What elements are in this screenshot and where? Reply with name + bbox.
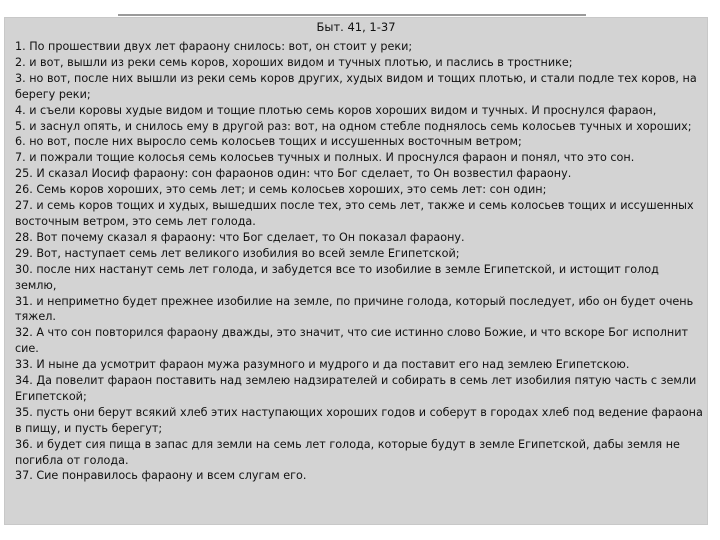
verse: 2. и вот, вышли из реки семь коров, хороших видом и тучных плотью, и паслись в тростнике; — [15, 55, 573, 69]
verse: 34. Да повелит фараон поставить над землею надзирателей и собирать в семь лет изобилия пятую часть с земли Египетской; — [15, 374, 697, 403]
verse: 7. и пожрали тощие колосья семь колосьев тучных и полных. И проснулся фараон и понял, что это сон. — [15, 151, 635, 165]
verse: 6. но вот, после них выросло семь колосьев тощих и иссушенных восточным ветром; — [15, 135, 522, 149]
verse: 36. и будет сия пища в запас для земли на семь лет голода, которые будут в земле Египетской, дабы земля не погибла от голода. — [15, 437, 680, 467]
verse: 28. Вот почему сказал я фараону: что Бог сделает, то Он показал фараону. — [15, 230, 465, 244]
verse-list — [15, 39, 703, 484]
verse: 35. пусть они берут всякий хлеб этих наступающих хороших годов и соберут в городах хлеб под ведение фараона в пищу, и пусть берегут; — [15, 405, 703, 435]
verse: 3. но вот, после них вышли из реки семь коров других, худых видом и тощих плотью, и стали подле тех коров, на берегу реки; — [15, 71, 697, 101]
verse: 33. И ныне да усмотрит фараон мужа разумного и мудрого и да поставит его над землею Египетскою. — [15, 358, 630, 372]
verse: 5. и заснул опять, и снилось ему в другой раз: вот, на одном стебле поднялось семь колосьев тучных и хороших; — [15, 119, 692, 133]
verse: 26. Семь коров хороших, это семь лет; и семь колосьев хороших, это семь лет: сон один; — [15, 183, 547, 197]
top-divider — [118, 14, 586, 16]
verse: 1. По прошествии двух лет фараону снилось: вот, он стоит у реки; — [15, 40, 413, 53]
verse: 25. И сказал Иосиф фараону: сон фараонов один: что Бог сделает, то Он возвестил фараону. — [15, 167, 572, 181]
verse: 27. и семь коров тощих и худых, вышедших после тех, это семь лет, также и семь колосьев тощих и иссушенных восточным ветром, это семь лет голода. — [15, 199, 694, 228]
verse: 31. и неприметно будет прежнее изобилие на земле, по причине голода, который последует, ибо он будет очень тяжел. — [15, 294, 694, 324]
verse: 30. после них настанут семь лет голода, и забудется все то изобилие в земле Египетской, и истощит голод землю, — [15, 262, 659, 292]
verse: 32. А что сон повторился фараону дважды, это значит, что сие истинно слово Божие, и что вскоре Бог исполнит сие. — [15, 326, 689, 356]
verse: 29. Вот, наступает семь лет великого изобилия во всей земле Египетской; — [15, 246, 460, 260]
verse: 37. Сие понравилось фараону и всем слугам его. — [15, 469, 307, 483]
verse: 4. и съели коровы худые видом и тощие плотью семь коров хороших видом и тучных. И проснулся фараон, — [15, 103, 657, 117]
page-title: Быт. 41, 1-37 — [316, 20, 396, 34]
text-panel — [4, 17, 708, 525]
